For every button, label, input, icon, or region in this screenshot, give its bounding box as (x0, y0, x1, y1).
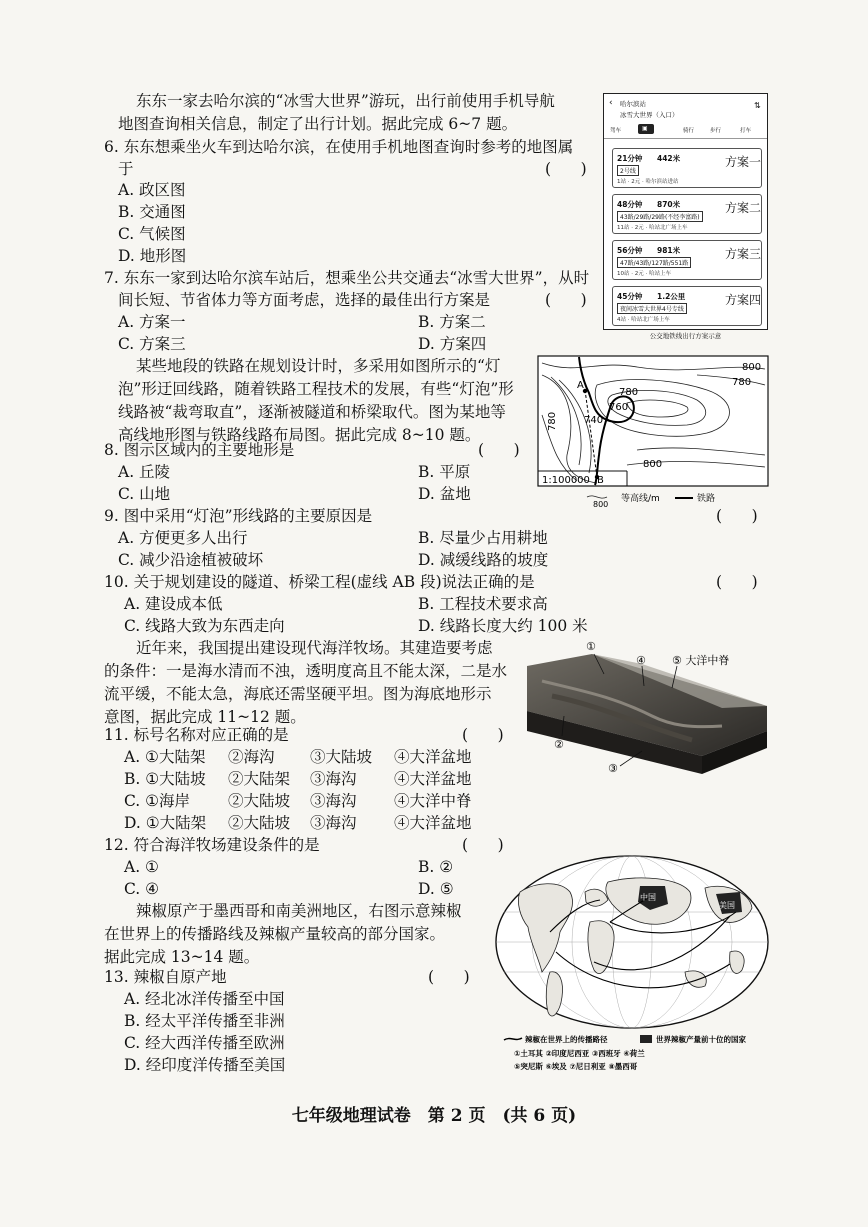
point-a-label: A (577, 380, 584, 391)
plan-4-note: 4站 · 哈站北广场上车 (617, 317, 670, 323)
q12-option-c: C. ④ (124, 880, 160, 898)
q9-option-b: B. 尽量少占用耕地 (418, 529, 548, 547)
plan-2-note: 11站 · 2元 · 哈站北广场上车 (617, 225, 688, 231)
plan-4-time: 45分钟 (617, 292, 643, 301)
q11-b-3: ③海沟 (310, 770, 357, 788)
point-b-label: B (597, 475, 604, 486)
plan-2-label: 方案二 (725, 201, 762, 215)
plan-4-label: 方案四 (725, 293, 762, 307)
q7-option-c: C. 方案三 (118, 335, 186, 353)
q9-answer-bracket: ( ) (716, 507, 758, 525)
page-footer: 七年级地理试卷 第 2 页 (共 6 页) (291, 1106, 577, 1126)
plan-1-label: 方案一 (725, 155, 762, 169)
plan-2-dist: 870米 (657, 200, 681, 209)
contour-railway-map (537, 355, 769, 510)
chili-spread-world-map (490, 852, 775, 1074)
q13-stem: 13. 辣椒自原产地 (104, 968, 227, 986)
q8-option-c: C. 山地 (118, 485, 171, 503)
contour-label-800-bottom: 800 (643, 459, 663, 470)
contour-label-780-mid: 780 (619, 387, 639, 398)
q12-option-a: A. ① (124, 858, 159, 876)
q7-stem: 7. 东东一家到达哈尔滨车站后，想乘坐公共交通去“冰雪大世界”，从时 (104, 269, 590, 287)
tab-taxi: 打车 (740, 128, 752, 134)
q11-answer-bracket: ( ) (462, 726, 504, 744)
q11-d-2: ②大陆坡 (228, 814, 291, 832)
q10-stem: 10. 关于规划建设的隧道、桥梁工程(虚线 AB 段)说法正确的是 (104, 573, 535, 591)
seabed-label-1: ① (586, 640, 596, 653)
divider (604, 138, 767, 139)
plan-2-time: 48分钟 (617, 200, 643, 209)
q6-stem: 6. 东东想乘坐火车到达哈尔滨，在使用手机地图查询时参考的地图属 (104, 138, 574, 156)
q10-option-d: D. 线路长度大约 100 米 (418, 617, 588, 635)
plan-3-note: 10站 · 2元 · 哈站上车 (617, 271, 671, 277)
plan-1-dist: 442米 (657, 154, 681, 163)
legend-contour-text: 等高线/m (621, 494, 660, 504)
route-to: 冰雪大世界（入口） (620, 111, 679, 119)
route-from: 哈尔滨站 (620, 100, 646, 108)
intro-8-10-line4: 高线地形图与铁路线路布局图。据此完成 8~10 题。 (118, 426, 481, 444)
plan-card-2 (612, 194, 762, 234)
plan-1-route: 2号线 (617, 165, 639, 176)
q13-option-b: B. 经太平洋传播至非洲 (124, 1012, 285, 1030)
world-map-svg (490, 852, 775, 1074)
plan-3-time: 56分钟 (617, 246, 643, 255)
plan-card-4 (612, 286, 762, 326)
intro-13-14-line3: 据此完成 13~14 题。 (104, 948, 260, 966)
legend-countries-row2: ⑤突尼斯 ⑥埃及 ⑦尼日利亚 ⑧墨西哥 (514, 1062, 638, 1071)
plan-card-1 (612, 148, 762, 188)
plan-card-3 (612, 240, 762, 280)
q6-option-b: B. 交通图 (118, 203, 186, 221)
q11-c-4: ④大洋中脊 (394, 792, 472, 810)
intro-11-12-line1: 近年来，我国提出建设现代海洋牧场。其建造要考虑 (136, 639, 493, 657)
intro-8-10-line3: 线路被“裁弯取直”，逐渐被隧道和桥梁取代。图为某地等 (118, 403, 506, 421)
q13-option-c: C. 经大西洋传播至欧洲 (124, 1034, 285, 1052)
q11-a-2: ②海沟 (228, 748, 275, 766)
contour-label-740: 740 (584, 415, 604, 426)
back-arrow-icon: ‹ (609, 98, 613, 108)
q11-d-1: D. ①大陆架 (124, 814, 207, 832)
contour-svg (537, 355, 769, 510)
q7-answer-bracket: ( ) (545, 291, 587, 309)
tab-bike: 骑行 (683, 128, 695, 134)
seabed-label-3: ③ (608, 762, 618, 775)
q9-stem: 9. 图中采用“灯泡”形线路的主要原因是 (104, 507, 373, 525)
intro-8-10-line1: 某些地段的铁路在规划设计时，多采用如图所示的“灯 (136, 357, 501, 375)
q7-option-a: A. 方案一 (118, 313, 186, 331)
q13-answer-bracket: ( ) (428, 968, 470, 986)
contour-label-780-right: 780 (732, 377, 752, 388)
q11-a-1: A. ①大陆架 (124, 748, 206, 766)
seabed-label-2: ② (554, 738, 564, 751)
seabed-svg (522, 636, 770, 776)
legend-top-countries-text: 世界辣椒产量前十位的国家 (656, 1035, 746, 1044)
q10-answer-bracket: ( ) (716, 573, 758, 591)
q7-stem-cont: 间长短、节省体力等方面考虑，选择的最佳出行方案是 (118, 291, 491, 309)
phone-screen (603, 93, 768, 330)
q9-option-c: C. 减少沿途植被破坏 (118, 551, 264, 569)
q8-option-a: A. 丘陵 (118, 463, 171, 481)
seabed-label-4: ④ (636, 654, 646, 667)
q11-b-2: ②大陆架 (228, 770, 291, 788)
plan-3-label: 方案三 (725, 247, 762, 261)
contour-label-780-left: 780 (547, 411, 558, 431)
q11-stem: 11. 标号名称对应正确的是 (104, 726, 289, 744)
intro-11-12-line3: 流平缓，不能太急，海底还需坚硬平坦。图为海底地形示 (104, 685, 492, 703)
legend-route-text: 辣椒在世界上的传播路径 (525, 1035, 608, 1044)
legend-rail-text: 铁路 (697, 494, 716, 504)
q11-d-4: ④大洋盆地 (394, 814, 472, 832)
map-label-china: 中国 (640, 893, 656, 902)
q9-option-a: A. 方便更多人出行 (118, 529, 248, 547)
intro-13-14-line2: 在世界上的传播路线及辣椒产量较高的部分国家。 (104, 925, 446, 943)
q11-c-1: C. ①海岸 (124, 792, 191, 810)
intro-6-7-line2: 地图查询相关信息，制定了出行计划。据此完成 6~7 题。 (118, 115, 518, 133)
contour-label-800-top: 800 (742, 362, 762, 373)
q11-c-2: ②大陆坡 (228, 792, 291, 810)
q11-a-4: ④大洋盆地 (394, 748, 472, 766)
plan-1-note: 1站 · 2元 · 哈尔滨站进站 (617, 179, 679, 185)
intro-6-7-line1: 东东一家去哈尔滨的“冰雪大世界”游玩，出行前使用手机导航 (136, 92, 555, 110)
q11-a-3: ③大陆坡 (310, 748, 373, 766)
q12-answer-bracket: ( ) (462, 836, 504, 854)
plan-4-route: 夜间冰雪大世界4号专线 (617, 303, 687, 314)
q13-option-a: A. 经北冰洋传播至中国 (124, 990, 285, 1008)
plan-4-dist: 1.2公里 (657, 292, 686, 301)
q10-option-b: B. 工程技术要求高 (418, 595, 548, 613)
q6-stem-cont: 于 (118, 160, 134, 178)
q12-stem: 12. 符合海洋牧场建设条件的是 (104, 836, 320, 854)
q6-option-a: A. 政区图 (118, 181, 186, 199)
plan-2-route: 43路/29路/29路(不经李富路) (617, 211, 703, 222)
plan-3-dist: 981米 (657, 246, 681, 255)
intro-11-12-line2: 的条件：一是海水清而不浊，透明度高且不能太深，二是水 (104, 662, 508, 680)
q11-c-3: ③海沟 (310, 792, 357, 810)
contour-label-760: 760 (609, 402, 629, 413)
plan-3-route: 47路/43路/127路/551路 (617, 257, 691, 268)
q13-option-d: D. 经印度洋传播至美国 (124, 1056, 286, 1074)
swap-icon: ⇅ (754, 101, 761, 110)
map-label-usa: 美国 (719, 901, 735, 910)
q10-option-a: A. 建设成本低 (124, 595, 223, 613)
q10-option-c: C. 线路大致为东西走向 (124, 617, 285, 635)
q11-b-1: B. ①大陆坡 (124, 770, 206, 788)
intro-8-10-line2: 泡”形迂回线路，随着铁路工程技术的发展，有些“灯泡”形 (118, 380, 514, 398)
q8-option-b: B. 平原 (418, 463, 471, 481)
q8-answer-bracket: ( ) (478, 441, 520, 459)
intro-11-12-line4: 意图，据此完成 11~12 题。 (104, 708, 306, 726)
q9-option-d: D. 减缓线路的坡度 (418, 551, 549, 569)
q6-option-c: C. 气候图 (118, 225, 186, 243)
q6-option-d: D. 地形图 (118, 247, 187, 265)
q11-d-3: ③海沟 (310, 814, 357, 832)
q6-answer-bracket: ( ) (545, 160, 587, 178)
tab-walk: 步行 (710, 128, 722, 134)
q12-option-d: D. ⑤ (418, 880, 454, 898)
plan-1-time: 21分钟 (617, 154, 643, 163)
bus-icon: ▣ (642, 125, 648, 132)
map-scale: 1:100000 (542, 475, 590, 486)
seabed-label-5: ⑤ 大洋中脊 (672, 654, 730, 667)
q8-stem: 8. 图示区域内的主要地形是 (104, 441, 295, 459)
phone-figure-caption: 公交地铁线出行方案示意 (649, 332, 722, 340)
intro-13-14-line1: 辣椒原产于墨西哥和南美洲地区，右图示意辣椒 (136, 902, 462, 920)
q8-option-d: D. 盆地 (418, 485, 471, 503)
transport-tabs (608, 124, 764, 136)
q7-option-d: D. 方案四 (418, 335, 487, 353)
q12-option-b: B. ② (418, 858, 454, 876)
phone-navigation-figure (603, 93, 768, 343)
tab-drive: 驾车 (610, 128, 622, 134)
tab-transit (638, 124, 654, 134)
legend-countries-row1: ①土耳其 ②印度尼西亚 ③西班牙 ④荷兰 (514, 1049, 645, 1058)
q7-option-b: B. 方案二 (418, 313, 486, 331)
seabed-terrain-diagram (522, 636, 770, 776)
legend-contour-value: 800 (593, 500, 609, 509)
q11-b-4: ④大洋盆地 (394, 770, 472, 788)
